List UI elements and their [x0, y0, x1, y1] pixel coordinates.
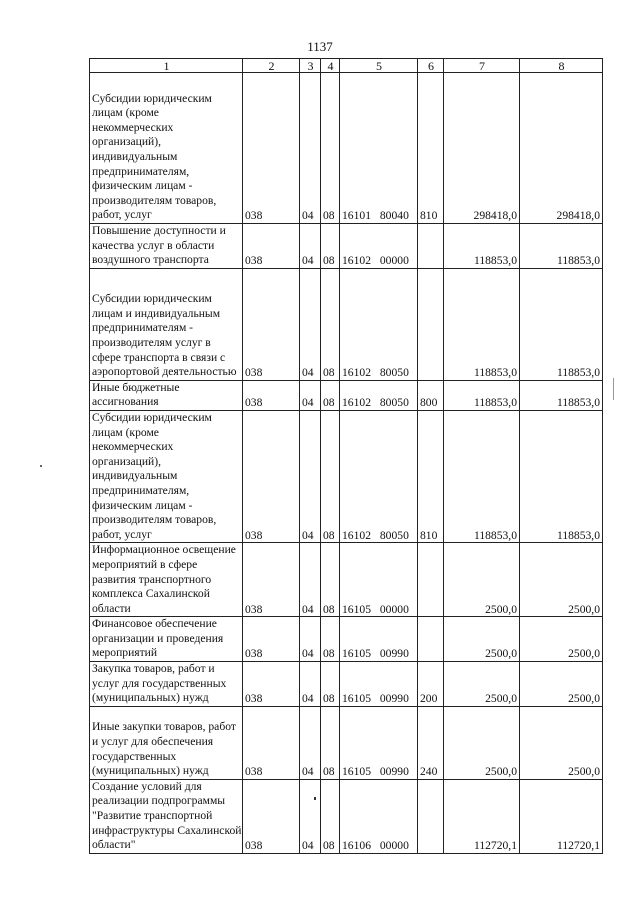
cell-vr — [418, 268, 444, 380]
cell-csr: 16105 00990 — [340, 706, 418, 779]
cell-sum1: 118853,0 — [444, 224, 520, 269]
cell-name: Иные бюджетные ассигнования — [90, 380, 243, 410]
cell-vr: 800 — [418, 380, 444, 410]
cell-rz: 04 — [300, 268, 321, 380]
cell-pr: 08 — [321, 224, 340, 269]
cell-pr: 08 — [321, 543, 340, 617]
table-row — [90, 380, 603, 410]
table-row — [90, 779, 603, 853]
cell-csr: 16102 80050 — [340, 410, 418, 542]
table-row — [90, 410, 603, 542]
cell-sum1: 2500,0 — [444, 617, 520, 662]
cell-name: Субсидии юридическим лицам и индивидуальным предпринимателям - производителям услуг в сфере транспорта в связи с аэропортовой деятельностью — [90, 268, 243, 380]
cell-sum1: 118853,0 — [444, 380, 520, 410]
table-row — [90, 73, 603, 224]
cell-vr: 240 — [418, 706, 444, 779]
cell-vr: 810 — [418, 73, 444, 224]
cell-vr — [418, 224, 444, 269]
cell-gr: 038 — [243, 380, 300, 410]
cell-sum1: 112720,1 — [444, 779, 520, 853]
scan-speck — [40, 465, 42, 467]
cell-sum2: 118853,0 — [520, 380, 603, 410]
cell-csr: 16102 00000 — [340, 224, 418, 269]
cell-sum1: 298418,0 — [444, 73, 520, 224]
cell-name: Повышение доступности и качества услуг в области воздушного транспорта — [90, 224, 243, 269]
cell-sum1: 2500,0 — [444, 543, 520, 617]
cell-name: Создание условий для реализации подпрограммы "Развитие транспортной инфраструктуры Сахалинской области" — [90, 779, 243, 853]
column-header: 5 — [340, 59, 418, 73]
cell-rz: 04 — [300, 410, 321, 542]
cell-pr: 08 — [321, 268, 340, 380]
cell-vr: 200 — [418, 662, 444, 707]
cell-gr: 038 — [243, 268, 300, 380]
cell-rz: 04 — [300, 380, 321, 410]
budget-table — [89, 58, 603, 854]
table-header-row — [90, 59, 603, 73]
cell-rz: 04 — [300, 706, 321, 779]
cell-vr — [418, 779, 444, 853]
cell-gr: 038 — [243, 410, 300, 542]
cell-gr: 038 — [243, 73, 300, 224]
cell-rz: 04 — [300, 779, 321, 853]
cell-sum2: 118853,0 — [520, 268, 603, 380]
cell-csr: 16105 00000 — [340, 543, 418, 617]
cell-sum1: 118853,0 — [444, 268, 520, 380]
scan-speck — [613, 378, 614, 400]
cell-gr: 038 — [243, 662, 300, 707]
column-header: 8 — [520, 59, 603, 73]
table-row — [90, 543, 603, 617]
cell-sum2: 2500,0 — [520, 617, 603, 662]
cell-pr: 08 — [321, 779, 340, 853]
cell-gr: 038 — [243, 706, 300, 779]
cell-csr: 16102 80050 — [340, 268, 418, 380]
cell-rz: 04 — [300, 73, 321, 224]
cell-pr: 08 — [321, 410, 340, 542]
cell-rz: 04 — [300, 617, 321, 662]
cell-rz: 04 — [300, 543, 321, 617]
cell-sum1: 2500,0 — [444, 706, 520, 779]
cell-name: Финансовое обеспечение организации и проведения мероприятий — [90, 617, 243, 662]
cell-gr: 038 — [243, 224, 300, 269]
cell-sum2: 112720,1 — [520, 779, 603, 853]
cell-csr: 16106 00000 — [340, 779, 418, 853]
cell-pr: 08 — [321, 706, 340, 779]
cell-vr: 810 — [418, 410, 444, 542]
cell-pr: 08 — [321, 662, 340, 707]
cell-rz: 04 — [300, 662, 321, 707]
cell-sum1: 118853,0 — [444, 410, 520, 542]
cell-sum2: 118853,0 — [520, 224, 603, 269]
table-row — [90, 706, 603, 779]
cell-sum2: 2500,0 — [520, 543, 603, 617]
column-header: 4 — [321, 59, 340, 73]
cell-pr: 08 — [321, 617, 340, 662]
table-row — [90, 268, 603, 380]
cell-name: Субсидии юридическим лицам (кроме некоммерческих организаций), индивидуальным предпринимателям, физическим лицам - производителям товаров, работ, услуг — [90, 410, 243, 542]
column-header: 7 — [444, 59, 520, 73]
cell-vr — [418, 543, 444, 617]
cell-gr: 038 — [243, 543, 300, 617]
cell-sum2: 298418,0 — [520, 73, 603, 224]
cell-csr: 16105 00990 — [340, 662, 418, 707]
cell-name: Субсидии юридическим лицам (кроме некоммерческих организаций), индивидуальным предпринимателям, физическим лицам - производителям товаров, работ, услуг — [90, 73, 243, 224]
table-row — [90, 224, 603, 269]
cell-rz: 04 — [300, 224, 321, 269]
cell-pr: 08 — [321, 73, 340, 224]
scan-speck — [314, 797, 316, 800]
cell-name: Иные закупки товаров, работ и услуг для обеспечения государственных (муниципальных) нужд — [90, 706, 243, 779]
cell-name: Закупка товаров, работ и услуг для государственных (муниципальных) нужд — [90, 662, 243, 707]
cell-gr: 038 — [243, 779, 300, 853]
column-header: 1 — [90, 59, 243, 73]
page-number: 1137 — [307, 39, 333, 54]
cell-vr — [418, 617, 444, 662]
table-row — [90, 662, 603, 707]
cell-sum2: 118853,0 — [520, 410, 603, 542]
cell-name: Информационное освещение мероприятий в сфере развития транспортного комплекса Сахалинской области — [90, 543, 243, 617]
table-row — [90, 617, 603, 662]
cell-sum2: 2500,0 — [520, 706, 603, 779]
cell-csr: 16101 80040 — [340, 73, 418, 224]
column-header: 6 — [418, 59, 444, 73]
column-header: 2 — [243, 59, 300, 73]
cell-sum1: 2500,0 — [444, 662, 520, 707]
column-header: 3 — [300, 59, 321, 73]
cell-sum2: 2500,0 — [520, 662, 603, 707]
cell-gr: 038 — [243, 617, 300, 662]
cell-csr: 16102 80050 — [340, 380, 418, 410]
cell-pr: 08 — [321, 380, 340, 410]
cell-csr: 16105 00990 — [340, 617, 418, 662]
